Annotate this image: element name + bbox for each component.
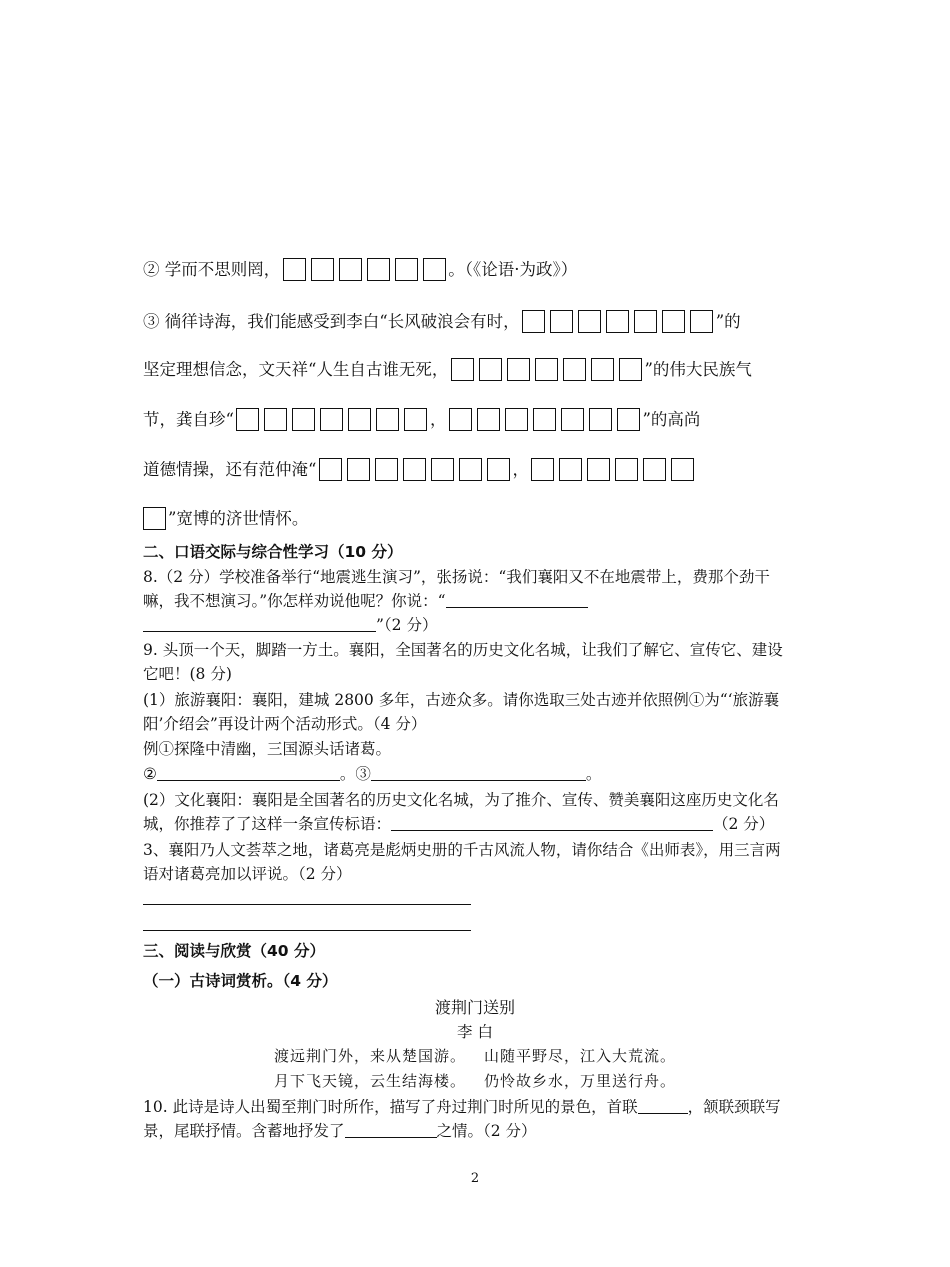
q9-label-3: 。③ bbox=[339, 765, 371, 783]
answer-boxes-7d[interactable] bbox=[446, 408, 642, 431]
section-2-heading: 二、口语交际与综合性学习（10 分） bbox=[143, 543, 403, 561]
q9-2-score: （2 分） bbox=[713, 815, 775, 833]
comma: ， bbox=[512, 460, 529, 479]
poem-line-2b: 仍怜故乡水，万里送行舟。 bbox=[484, 1072, 677, 1090]
q7-line-4 bbox=[143, 358, 752, 381]
answer-boxes-7b[interactable] bbox=[448, 358, 644, 381]
q7-line-5 bbox=[143, 408, 700, 431]
page-number: 2 bbox=[470, 1171, 480, 1186]
q9-line-2: 它吧！(8 分) bbox=[143, 665, 232, 683]
answer-boxes-7e[interactable] bbox=[316, 458, 512, 481]
q7-item-2 bbox=[143, 258, 577, 281]
q8-line-2 bbox=[143, 591, 588, 611]
q9-label-2: ② bbox=[143, 765, 157, 783]
q7-line-6-text: 道德情操，还有范仲淹“ bbox=[143, 460, 317, 479]
q8-line-3 bbox=[143, 615, 437, 635]
q7-item-2-text: ② 学而不思则罔， bbox=[143, 260, 281, 279]
answer-boxes-6[interactable] bbox=[280, 258, 448, 281]
q9-blanks bbox=[143, 764, 601, 784]
q9-3-line-2: 语对诸葛亮加以评说。（2 分） bbox=[143, 865, 352, 883]
q7-item-2-source: 。（《论语·为政》） bbox=[448, 260, 578, 279]
answer-line-1[interactable] bbox=[143, 904, 471, 905]
q8-prompt: 嘛，我不想演习。”你怎样劝说他呢？你说：“ bbox=[143, 592, 446, 610]
poem-line-2 bbox=[0, 1070, 950, 1091]
q10-line-1 bbox=[143, 1097, 781, 1117]
q8-line-1: 8.（2 分）学校准备举行“地震逃生演习”，张扬说：“我们襄阳又不在地震带上，费那个劲干 bbox=[143, 568, 770, 586]
q7-line-4-text: 坚定理想信念，文天祥“人生自古谁无死， bbox=[143, 360, 449, 379]
q7-line-7-text: ”宽博的济世情怀。 bbox=[168, 509, 309, 528]
poem-line-1b: 山随平野尽，江入大荒流。 bbox=[484, 1047, 677, 1065]
poem-line-1 bbox=[0, 1045, 950, 1066]
q9-2-line-2 bbox=[143, 814, 774, 834]
q10-score: 之情。（2 分） bbox=[436, 1122, 537, 1140]
q9-1-line-1: (1）旅游襄阳：襄阳，建城 2800 多年，古迹众多。请你选取三处古迹并依照例①为“‘旅游襄 bbox=[143, 691, 780, 709]
section-3-heading: 三、阅读与欣赏（40 分） bbox=[143, 942, 325, 960]
q7-line-5-text: 节，龚自珍“ bbox=[143, 410, 234, 429]
q10-text-2: ，颔联颈联写 bbox=[687, 1098, 781, 1116]
poem-line-1a: 渡远荆门外，来从楚国游。 bbox=[273, 1047, 466, 1065]
q7-line-7 bbox=[143, 507, 308, 530]
q7-item-3-text: ③ 徜徉诗海，我们能感受到李白“长风破浪会有时， bbox=[143, 312, 520, 331]
answer-line-2[interactable] bbox=[143, 930, 471, 931]
answer-boxes-7a[interactable] bbox=[520, 310, 716, 333]
q7-line-4-suffix: ”的伟大民族气 bbox=[644, 360, 752, 379]
q9-2-prompt: 城，你推荐了了这样一条宣传标语： bbox=[143, 815, 392, 833]
q9-1-line-2: 阳’介绍会”再设计两个活动形式。（4 分） bbox=[143, 715, 427, 733]
q9-3-line-1: 3、襄阳乃人文荟萃之地，诸葛亮是彪炳史册的千古风流人物，请你结合《出师表》，用三言两 bbox=[143, 841, 781, 859]
q8-answer-blank-2[interactable] bbox=[143, 617, 376, 632]
q7-item-3 bbox=[143, 310, 741, 333]
answer-boxes-7c[interactable] bbox=[234, 408, 430, 431]
q10-line-2 bbox=[143, 1121, 537, 1141]
q9-example: 例①探隆中清幽，三国源头话诸葛。 bbox=[143, 740, 392, 758]
q8-score: ”（2 分） bbox=[376, 616, 438, 634]
q7-line-6 bbox=[143, 458, 697, 481]
q10-answer-blank-1[interactable] bbox=[638, 1099, 688, 1114]
answer-box-7g[interactable] bbox=[140, 507, 168, 530]
q9-line-1: 9. 头顶一个天，脚踏一方土。襄阳，全国著名的历史文化名城，让我们了解它、宣传它、建设 bbox=[143, 641, 783, 659]
q9-2-answer-blank[interactable] bbox=[391, 816, 713, 831]
q7-line-5-suffix: ”的高尚 bbox=[642, 410, 701, 429]
q8-answer-blank-1[interactable] bbox=[446, 593, 588, 608]
q10-text-3: 景，尾联抒情。含蓄地抒发了 bbox=[143, 1122, 345, 1140]
comma: ， bbox=[429, 410, 447, 429]
q9-2-line-1: (2）文化襄阳：襄阳是全国著名的历史文化名城，为了推介、宣传、赞美襄阳这座历史文化名 bbox=[143, 791, 779, 809]
q9-answer-blank-3[interactable] bbox=[371, 766, 586, 781]
q9-answer-blank-2[interactable] bbox=[157, 766, 340, 781]
poem-author: 李 白 bbox=[457, 1023, 493, 1041]
poem-title: 渡荆门送别 bbox=[434, 998, 515, 1017]
poem-line-2a: 月下飞天镜，云生结海楼。 bbox=[273, 1072, 466, 1090]
section-3-sub-1: （一）古诗词赏析。（4 分） bbox=[143, 972, 338, 990]
q10-text: 10. 此诗是诗人出蜀至荆门时所作，描写了舟过荆门时所见的景色，首联 bbox=[143, 1098, 638, 1116]
answer-boxes-7f[interactable] bbox=[529, 458, 697, 481]
q7-item-3-suffix: ”的 bbox=[715, 312, 741, 331]
q10-answer-blank-2[interactable] bbox=[345, 1123, 437, 1138]
period: 。 bbox=[585, 765, 602, 783]
